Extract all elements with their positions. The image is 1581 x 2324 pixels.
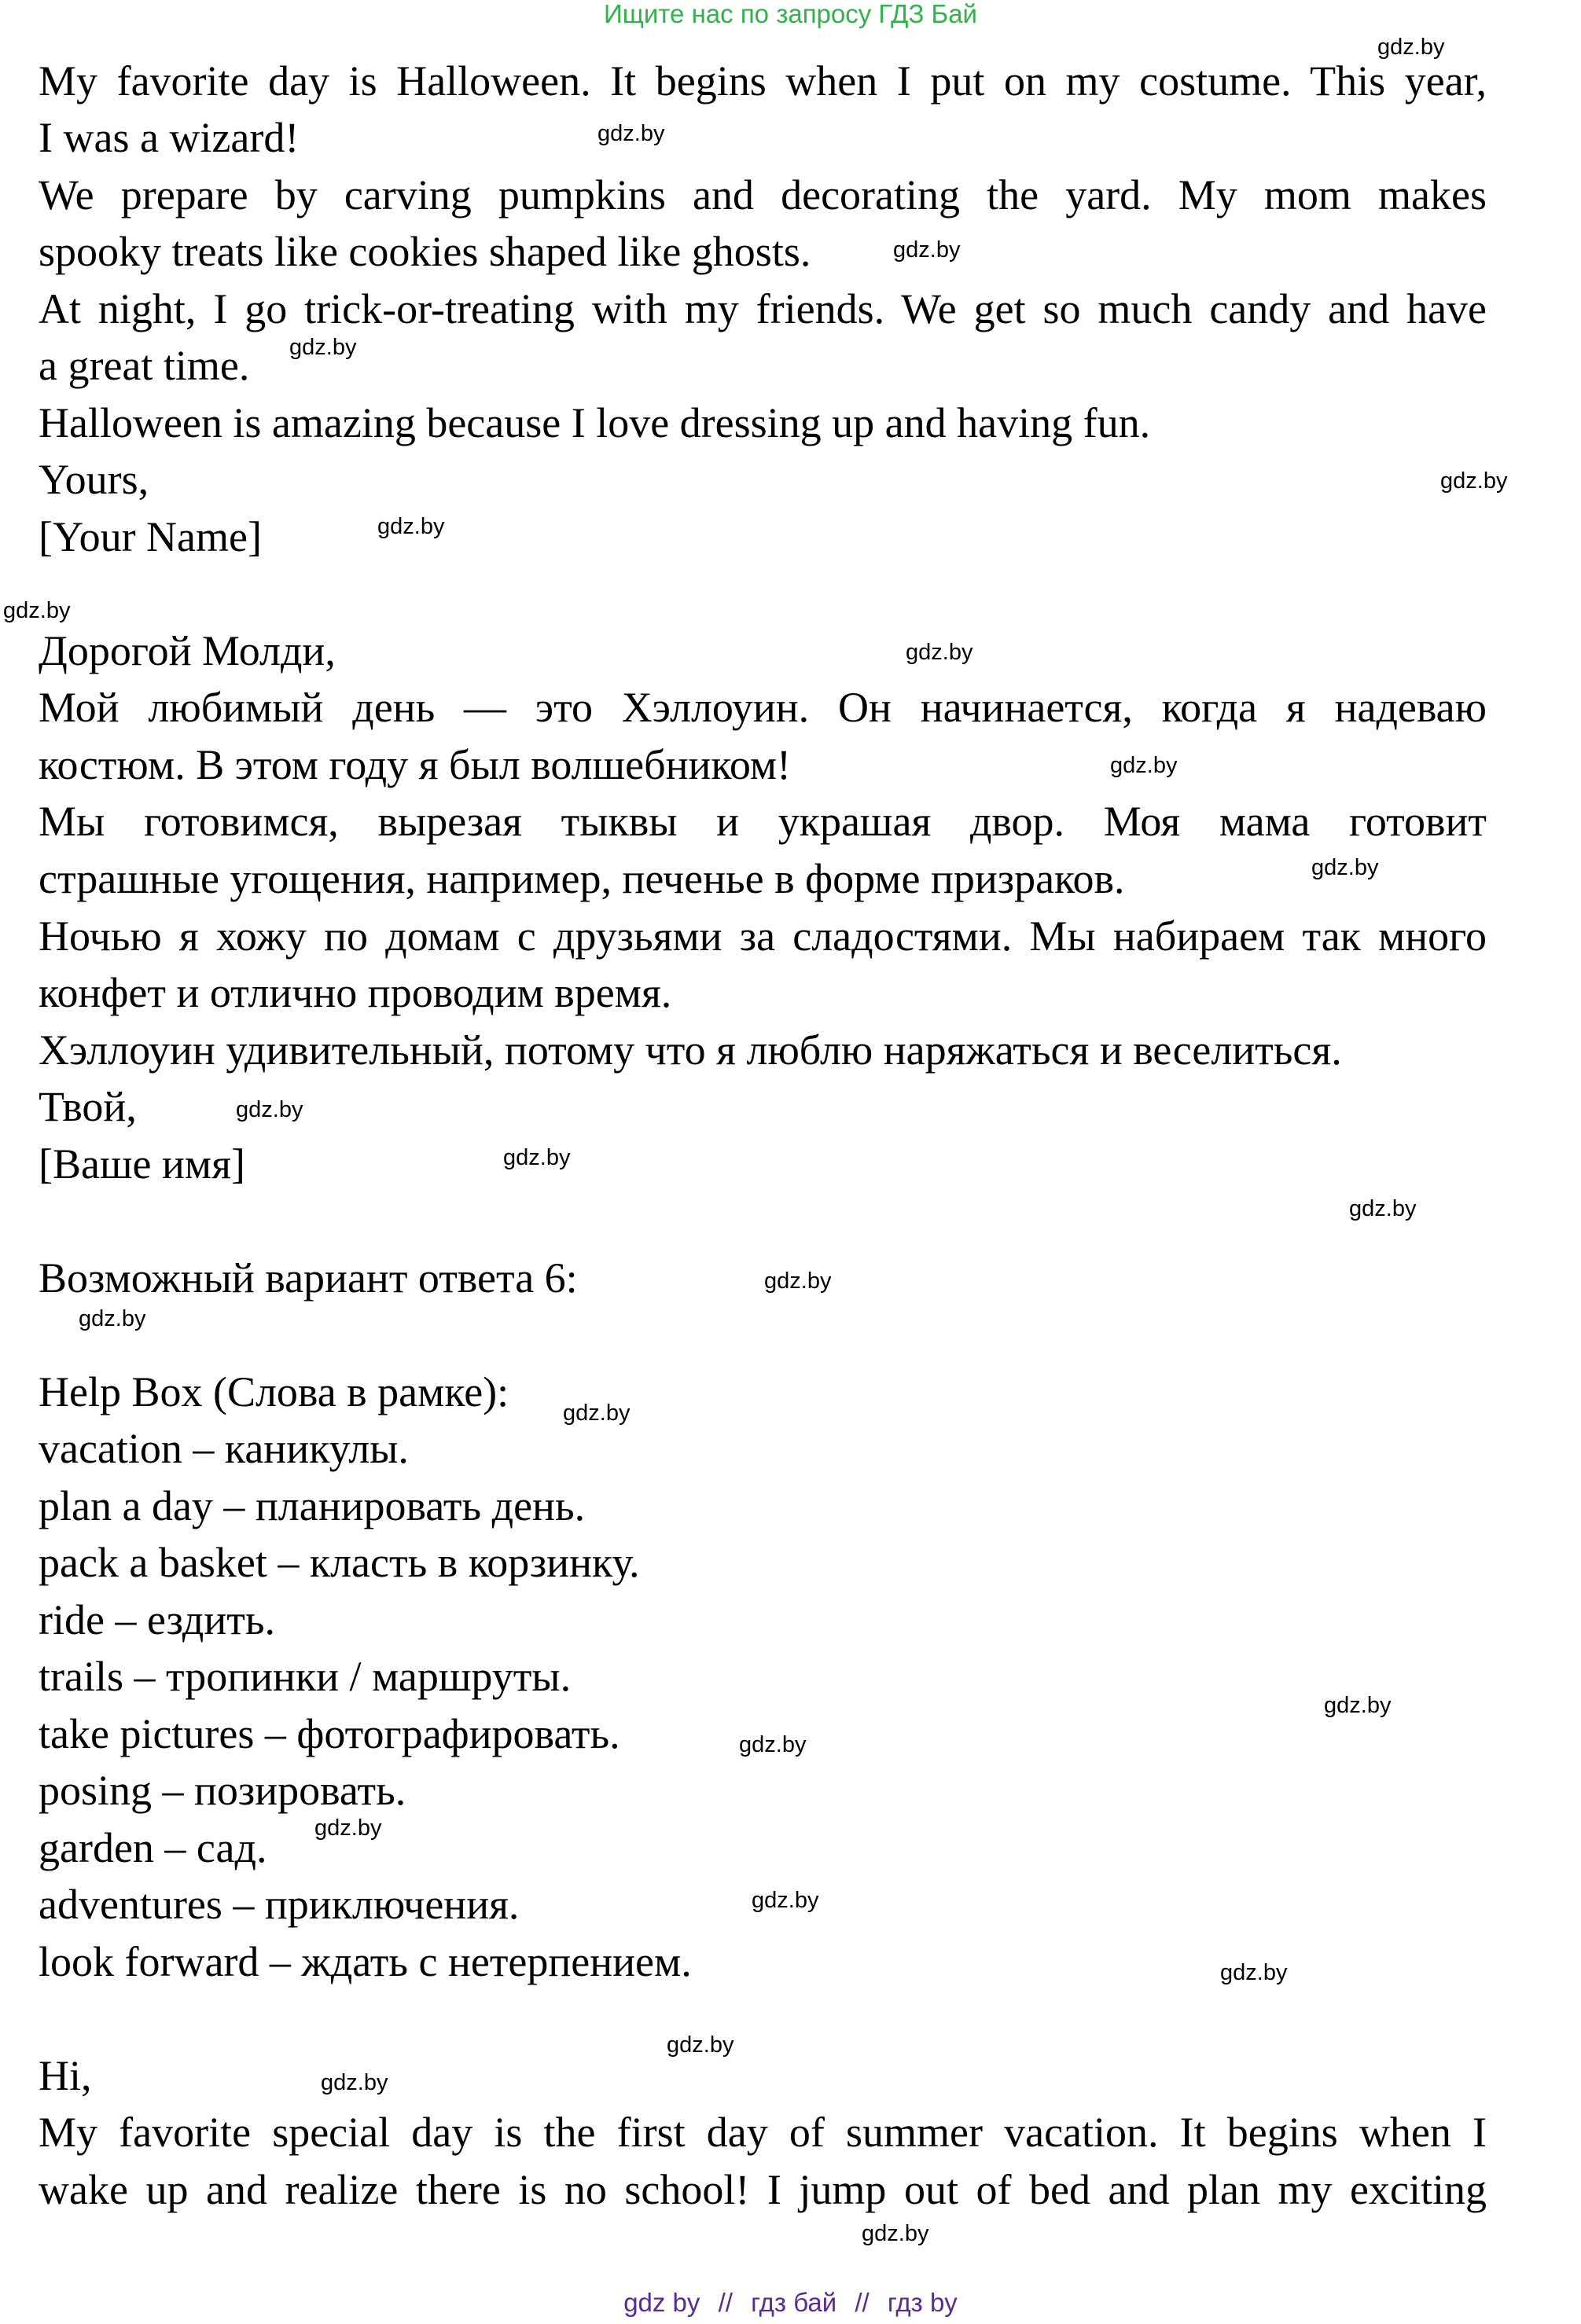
- vocab-item: look forward – ждать с нетерпением.: [39, 1938, 692, 1985]
- footer-separator: //: [718, 2288, 733, 2317]
- vocab-item: trails – тропинки / маршруты.: [39, 1653, 572, 1700]
- search-banner: Ищите нас по запросу ГДЗ Бай: [604, 0, 977, 28]
- vocab-item: garden – сад.: [39, 1824, 267, 1871]
- text-line: My favorite day is Halloween. It begins when I put on my costume. This year,: [39, 57, 1487, 105]
- watermark: gdz.by: [1324, 1693, 1392, 1718]
- watermark: gdz.by: [314, 1816, 382, 1841]
- watermark: gdz.by: [862, 2221, 929, 2246]
- watermark: gdz.by: [597, 121, 665, 146]
- footer-link-gdz-bai[interactable]: гдз бай: [751, 2288, 837, 2317]
- watermark: gdz.by: [1110, 753, 1178, 778]
- text-line: Hi,: [39, 2052, 92, 2099]
- vocab-item: take pictures – фотографировать.: [39, 1710, 620, 1757]
- text-line: Ночью я хожу по домам с друзьями за сладостями. Мы набираем так много: [39, 912, 1487, 960]
- vocab-item: plan a day – планировать день.: [39, 1482, 586, 1529]
- vocab-item: adventures – приключения.: [39, 1881, 520, 1928]
- section-heading: Help Box (Слова в рамке):: [39, 1368, 509, 1415]
- watermark: gdz.by: [906, 640, 973, 665]
- watermark: gdz.by: [1440, 468, 1508, 494]
- text-line: Мы готовимся, вырезая тыквы и украшая двор. Моя мама готовит: [39, 798, 1487, 845]
- watermark: gdz.by: [1311, 855, 1379, 880]
- text-line: Halloween is amazing because I love dressing up and having fun.: [39, 399, 1151, 446]
- vocab-item: posing – позировать.: [39, 1767, 406, 1814]
- text-line: wake up and realize there is no school! I jump out of bed and plan my exciting: [39, 2166, 1487, 2213]
- watermark: gdz.by: [563, 1401, 631, 1426]
- text-line: Дорогой Молди,: [39, 627, 336, 674]
- watermark: gdz.by: [739, 1732, 807, 1757]
- watermark: gdz.by: [1349, 1196, 1417, 1221]
- footer-link-gdz-by[interactable]: gdz by: [623, 2288, 700, 2317]
- vocab-item: pack a basket – класть в корзинку.: [39, 1539, 640, 1586]
- watermark: gdz.by: [893, 237, 961, 263]
- watermark: gdz.by: [667, 2032, 734, 2058]
- text-line: страшные угощения, например, печенье в форме призраков.: [39, 855, 1125, 902]
- text-line: spooky treats like cookies shaped like ghosts.: [39, 228, 811, 275]
- watermark: gdz.by: [377, 514, 445, 539]
- footer-separator: //: [855, 2288, 870, 2317]
- text-line: a great time.: [39, 342, 250, 389]
- text-line: конфет и отлично проводим время.: [39, 969, 672, 1016]
- watermark: gdz.by: [764, 1268, 832, 1294]
- watermark: gdz.by: [236, 1097, 303, 1122]
- watermark: gdz.by: [79, 1306, 146, 1331]
- watermark: gdz.by: [503, 1145, 571, 1170]
- watermark: gdz.by: [1220, 1960, 1288, 1985]
- text-line: Хэллоуин удивительный, потому что я люблю наряжаться и веселиться.: [39, 1026, 1342, 1074]
- watermark: gdz.by: [752, 1888, 819, 1913]
- watermark: gdz.by: [1377, 35, 1445, 60]
- text-line: [Your Name]: [39, 513, 262, 560]
- footer: [0, 2287, 1581, 2318]
- watermark: gdz.by: [289, 335, 357, 360]
- text-line: I was a wizard!: [39, 114, 300, 161]
- text-line: [Ваше имя]: [39, 1140, 245, 1188]
- watermark: gdz.by: [3, 598, 71, 623]
- text-line: At night, I go trick-or-treating with my friends. We get so much candy and have: [39, 285, 1487, 332]
- text-line: Мой любимый день — это Хэллоуин. Он начинается, когда я надеваю: [39, 684, 1487, 731]
- text-line: My favorite special day is the first day of summer vacation. It begins when I: [39, 2109, 1487, 2156]
- vocab-item: ride – ездить.: [39, 1596, 276, 1643]
- vocab-item: vacation – каникулы.: [39, 1425, 409, 1472]
- text-line: Yours,: [39, 456, 149, 503]
- text-line: костюм. В этом году я был волшебником!: [39, 741, 791, 788]
- watermark: gdz.by: [321, 2070, 388, 2095]
- section-heading: Возможный вариант ответа 6:: [39, 1254, 578, 1302]
- text-line: Твой,: [39, 1083, 137, 1130]
- footer-link-gdz-by-cyr[interactable]: гдз by: [887, 2288, 958, 2317]
- text-line: We prepare by carving pumpkins and decorating the yard. My mom makes: [39, 171, 1487, 218]
